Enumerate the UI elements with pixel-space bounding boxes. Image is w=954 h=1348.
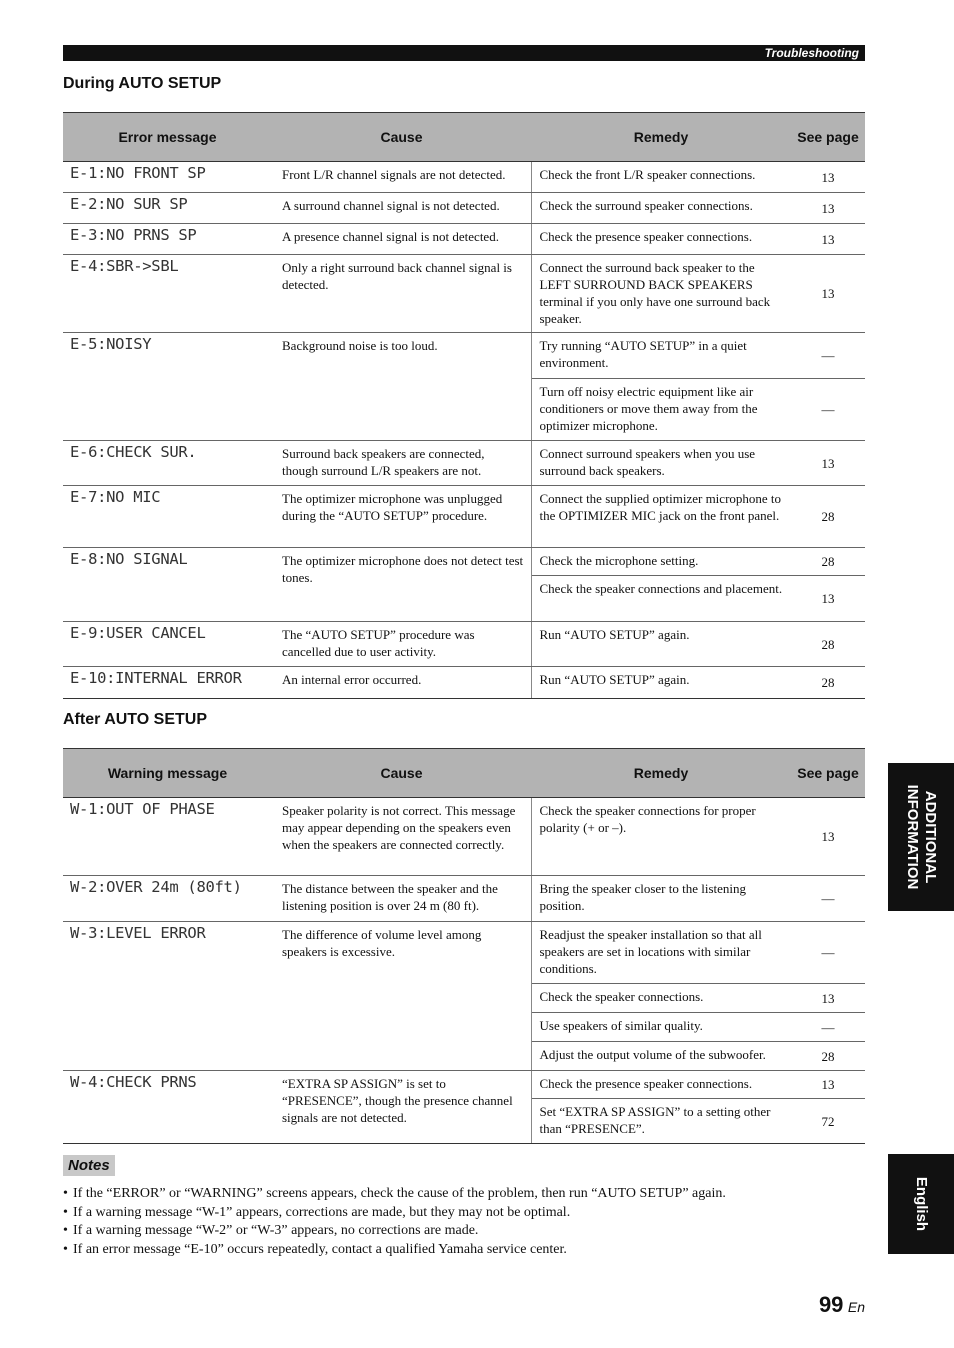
page-ref: 13: [791, 255, 865, 333]
remedy-text: Bring the speaker closer to the listening position.: [531, 876, 791, 922]
section-title-during: During AUTO SETUP: [63, 75, 222, 92]
page-ref: —: [791, 922, 865, 984]
list-item: • If a warning message “W-1” appears, corrections are made, but they may not be optimal.: [63, 1204, 863, 1223]
remedy-text: Check the surround speaker connections.: [531, 193, 791, 224]
warning-code: W-3:LEVEL ERROR: [63, 922, 272, 1071]
page-ref: 72: [791, 1099, 865, 1144]
remedy-text: Connect the supplied optimizer microphone to the OPTIMIZER MIC jack on the front panel.: [531, 486, 791, 548]
page-ref: 13: [791, 798, 865, 876]
page-ref: 13: [791, 224, 865, 255]
list-item: • If an error message “E-10” occurs repeatedly, contact a qualified Yamaha service center.: [63, 1241, 863, 1260]
cause-text: “EXTRA SP ASSIGN” is set to “PRESENCE”, though the presence channel signals are not detected.: [272, 1071, 531, 1144]
error-code: E-8:NO SIGNAL: [63, 548, 272, 622]
section-title-after: After AUTO SETUP: [63, 711, 208, 728]
table-row: [63, 162, 865, 193]
cause-text: Front L/R channel signals are not detected.: [272, 162, 531, 193]
table-row: [63, 486, 865, 548]
page-ref: 13: [791, 1071, 865, 1099]
warning-code: W-2:OVER 24m (80ft): [63, 876, 272, 922]
warning-code: W-1:OUT OF PHASE: [63, 798, 272, 876]
table-row: [63, 876, 865, 922]
page-ref: 28: [791, 486, 865, 548]
list-item: • If a warning message “W-2” or “W-3” appears, no corrections are made.: [63, 1222, 863, 1241]
side-tab-english: [888, 1154, 954, 1254]
page-number: [819, 1292, 865, 1318]
col-header-page: See page: [791, 749, 865, 798]
page-ref: 13: [791, 193, 865, 224]
page-number-value: 99: [818, 1292, 844, 1317]
table-row: [63, 622, 865, 667]
page-ref: 13: [791, 576, 865, 622]
remedy-text: Check the speaker connections.: [531, 984, 791, 1013]
side-tab-label: English: [913, 1176, 930, 1232]
page-ref: 28: [791, 667, 865, 699]
col-header-message: Warning message: [63, 749, 272, 798]
remedy-text: Check the front L/R speaker connections.: [531, 162, 791, 193]
error-code: E-10:INTERNAL ERROR: [63, 667, 272, 699]
cause-text: The optimizer microphone was unplugged during the “AUTO SETUP” procedure.: [272, 486, 531, 548]
table-row: [63, 224, 865, 255]
cause-text: A surround channel signal is not detected.: [272, 193, 531, 224]
table-header-row: [63, 113, 865, 162]
table-row: [63, 255, 865, 333]
side-tab-line-2: INFORMATION: [904, 784, 921, 890]
error-code: E-1:NO FRONT SP: [63, 162, 272, 193]
remedy-text: Check the speaker connections and placement.: [531, 576, 791, 622]
remedy-text: Check the presence speaker connections.: [531, 1071, 791, 1099]
page-ref: —: [791, 876, 865, 922]
remedy-text: Use speakers of similar quality.: [531, 1013, 791, 1042]
header-section-label: Troubleshooting: [764, 46, 859, 60]
warning-code: W-4:CHECK PRNS: [63, 1071, 272, 1144]
table-row: [63, 333, 865, 379]
warning-table: [63, 748, 865, 1144]
page-ref: —: [791, 333, 865, 379]
col-header-remedy: Remedy: [531, 113, 791, 162]
error-code: E-2:NO SUR SP: [63, 193, 272, 224]
col-header-page: See page: [791, 113, 865, 162]
remedy-text: Check the presence speaker connections.: [531, 224, 791, 255]
remedy-text: Check the microphone setting.: [531, 548, 791, 576]
cause-text: Speaker polarity is not correct. This message may appear depending on the speakers even when the speakers are connected correctly.: [272, 798, 531, 876]
page-ref: —: [791, 1013, 865, 1042]
cause-text: A presence channel signal is not detected.: [272, 224, 531, 255]
remedy-text: Check the speaker connections for proper polarity (+ or –).: [531, 798, 791, 876]
cause-text: An internal error occurred.: [272, 667, 531, 699]
side-tab-line-1: ADDITIONAL: [922, 790, 939, 884]
error-code: E-3:NO PRNS SP: [63, 224, 272, 255]
error-code: E-4:SBR->SBL: [63, 255, 272, 333]
remedy-text: Connect the surround back speaker to the LEFT SURROUND BACK SPEAKERS terminal if you only have one surround back speaker.: [531, 255, 791, 333]
page-language: En: [847, 1299, 865, 1315]
table-row: [63, 798, 865, 876]
col-header-cause: Cause: [272, 113, 531, 162]
col-header-message: Error message: [63, 113, 272, 162]
table-row: [63, 548, 865, 576]
cause-text: The “AUTO SETUP” procedure was cancelled due to user activity.: [272, 622, 531, 667]
remedy-text: Adjust the output volume of the subwoofer.: [531, 1042, 791, 1071]
error-code: E-5:NOISY: [63, 333, 272, 441]
notes-list: [63, 1185, 863, 1259]
cause-text: Surround back speakers are connected, though surround L/R speakers are not.: [272, 441, 531, 486]
page-ref: 13: [791, 441, 865, 486]
remedy-text: Try running “AUTO SETUP” in a quiet environment.: [531, 333, 791, 379]
side-tab-additional-information: [888, 763, 954, 911]
table-row: [63, 441, 865, 486]
error-code: E-6:CHECK SUR.: [63, 441, 272, 486]
col-header-cause: Cause: [272, 749, 531, 798]
table-row: [63, 193, 865, 224]
page-ref: 13: [791, 162, 865, 193]
remedy-text: Run “AUTO SETUP” again.: [531, 667, 791, 699]
remedy-text: Turn off noisy electric equipment like air conditioners or move them away from the optimizer microphone.: [531, 379, 791, 441]
page-ref: —: [791, 379, 865, 441]
page-ref: 28: [791, 548, 865, 576]
notes-label: Notes: [63, 1155, 115, 1176]
error-code: E-9:USER CANCEL: [63, 622, 272, 667]
table-header-row: [63, 749, 865, 798]
cause-text: The distance between the speaker and the listening position is over 24 m (80 ft).: [272, 876, 531, 922]
remedy-text: Run “AUTO SETUP” again.: [531, 622, 791, 667]
cause-text: Only a right surround back channel signal is detected.: [272, 255, 531, 333]
error-table: [63, 112, 865, 699]
cause-text: Background noise is too loud.: [272, 333, 531, 441]
header-bar: [63, 45, 865, 61]
page-ref: 13: [791, 984, 865, 1013]
side-tab-label: [903, 785, 939, 890]
list-item: • If the “ERROR” or “WARNING” screens appears, check the cause of the problem, then run “AUTO SETUP” again.: [63, 1185, 863, 1204]
error-code: E-7:NO MIC: [63, 486, 272, 548]
page-ref: 28: [791, 1042, 865, 1071]
page-ref: 28: [791, 622, 865, 667]
col-header-remedy: Remedy: [531, 749, 791, 798]
cause-text: The optimizer microphone does not detect test tones.: [272, 548, 531, 622]
remedy-text: Connect surround speakers when you use surround back speakers.: [531, 441, 791, 486]
table-row: [63, 1071, 865, 1099]
cause-text: The difference of volume level among speakers is excessive.: [272, 922, 531, 1071]
remedy-text: Readjust the speaker installation so that all speakers are set in locations with similar conditions.: [531, 922, 791, 984]
table-row: [63, 922, 865, 984]
table-row: [63, 667, 865, 699]
remedy-text: Set “EXTRA SP ASSIGN” to a setting other than “PRESENCE”.: [531, 1099, 791, 1144]
